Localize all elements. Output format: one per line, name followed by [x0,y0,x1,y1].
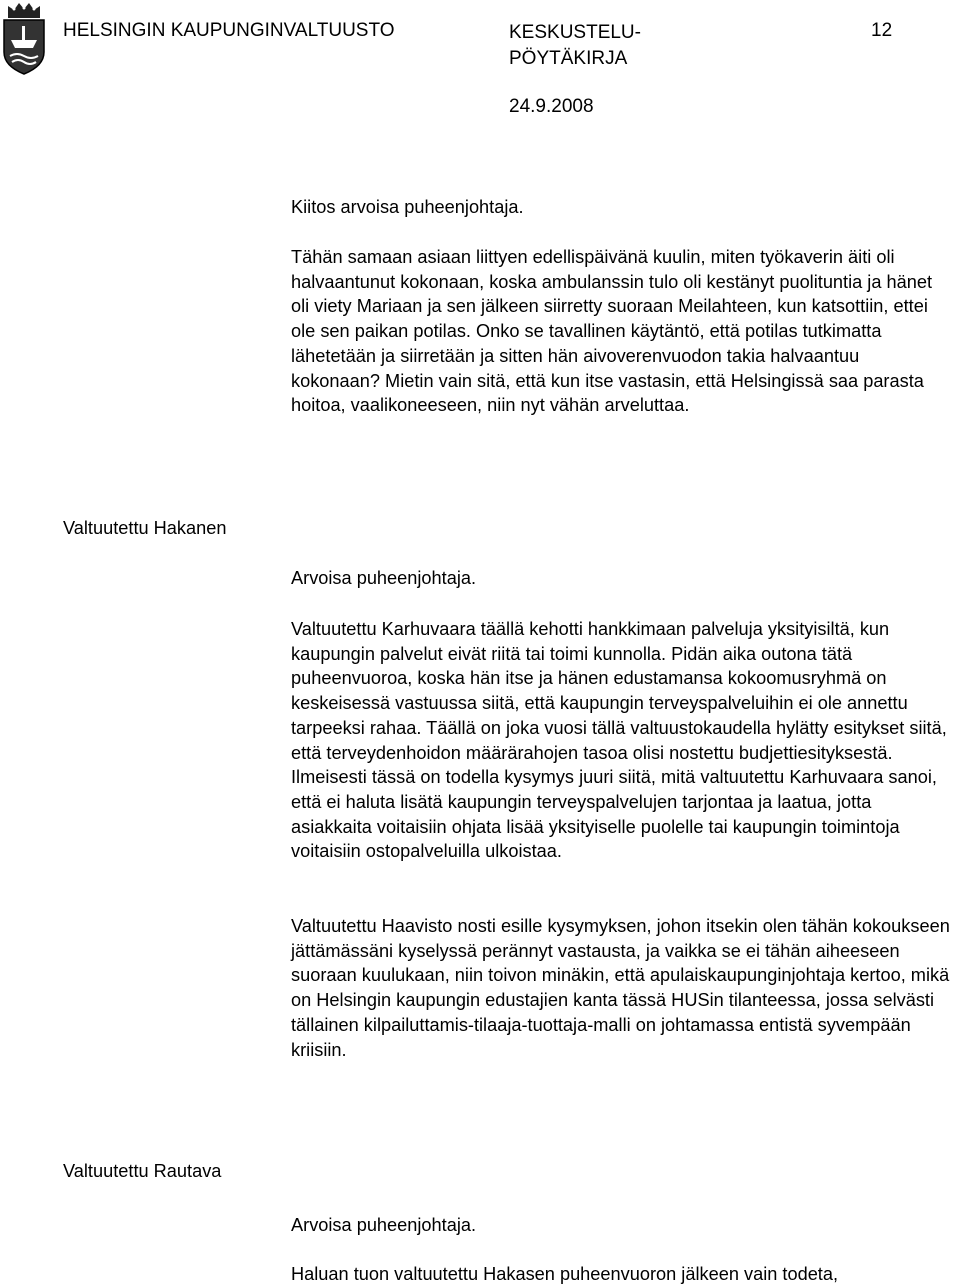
speaker-name-1: Valtuutettu Hakanen [63,518,227,538]
paragraph-3: Arvoisa puheenjohtaja. [291,568,477,588]
paragraph-1: Kiitos arvoisa puheenjohtaja. [291,197,524,217]
page-number: 12 [871,20,893,41]
document-type: KESKUSTELU- PÖYTÄKIRJA [509,22,641,69]
helsinki-coat-of-arms-icon [0,0,48,76]
paragraph-2: Tähän samaan asiaan liittyen edellispäivänä kuulin, miten työkaverin äiti oli halvaantunut kokonaan, koska ambulanssin tulo oli kestänyt puolituntia ja hänet oli viety Mariaan ja sen jälkeen siirretty suoraan Meilahteen, kun katsottiin, ettei ole sen paikan potilas. Onko se tavallinen käytäntö, että potilas tutkimatta lähetetään ja siirretään ja sitten hän aivoverenvuodon takia halvaantuu kokonaan? Mietin vain sitä, että kun itse vastasin, että Helsingissä saa parasta hoitoa, vaalikoneeseen, niin nyt vähän arveluttaa. [291,247,933,416]
paragraph-7: Haluan tuon valtuutettu Hakasen puheenvuoron jälkeen vain todeta, [291,1264,839,1284]
paragraph-5: Valtuutettu Haavisto nosti esille kysymyksen, johon itsekin olen tähän kokoukseen jättämässäni kyselyssä perännyt vastausta, ja vaikka se ei tähän aiheeseen suoraan kuulukaan, niin toivon minäkin, että apulaiskaupunginjohtaja kertoo, mikä on Helsingin kaupungin edustajien kanta tässä HUSin tilanteessa, jossa selvästi tällainen kilpailuttamis-tilaaja-tuottaja-malli on johtamassa entistä syvempään kriisiin. [291,916,950,1060]
paragraph-4: Valtuutettu Karhuvaara täällä kehotti hankkimaan palveluja yksityisiltä, kun kaupungin palvelut eivät riitä tai toimi kunnolla. Pidän aika outona tätä puheenvuoroa, koska hän itse ja hänen edustamansa kokoomusryhmä on keskeisessä vastuussa siitä, että kaupungin terveyspalveluihin ei ole annettu tarpeeksi rahaa. Täällä on joka vuosi tällä valtuustokaudella hylätty esitykset siitä, että terveydenhoidon määrärahojen tasoa olisi nostettu budjettiesityksestä. Ilmeisesti tässä on todella kysymys juuri siitä, mitä valtuutettu Karhuvaara sanoi, että ei haluta lisätä kaupungin terveyspalvelujen tarjontaa ja laatua, jotta asiakkaita voitaisiin ohjata lisää yksityiselle puolelle tai kaupungin toimintoja voitaisiin ostopalveluilla ulkoistaa. [291,619,947,862]
speaker-name-2: Valtuutettu Rautava [63,1161,222,1181]
paragraph-6: Arvoisa puheenjohtaja. [291,1215,477,1235]
document-date: 24.9.2008 [509,96,594,117]
organization-name: HELSINGIN KAUPUNGINVALTUUSTO [63,20,395,41]
